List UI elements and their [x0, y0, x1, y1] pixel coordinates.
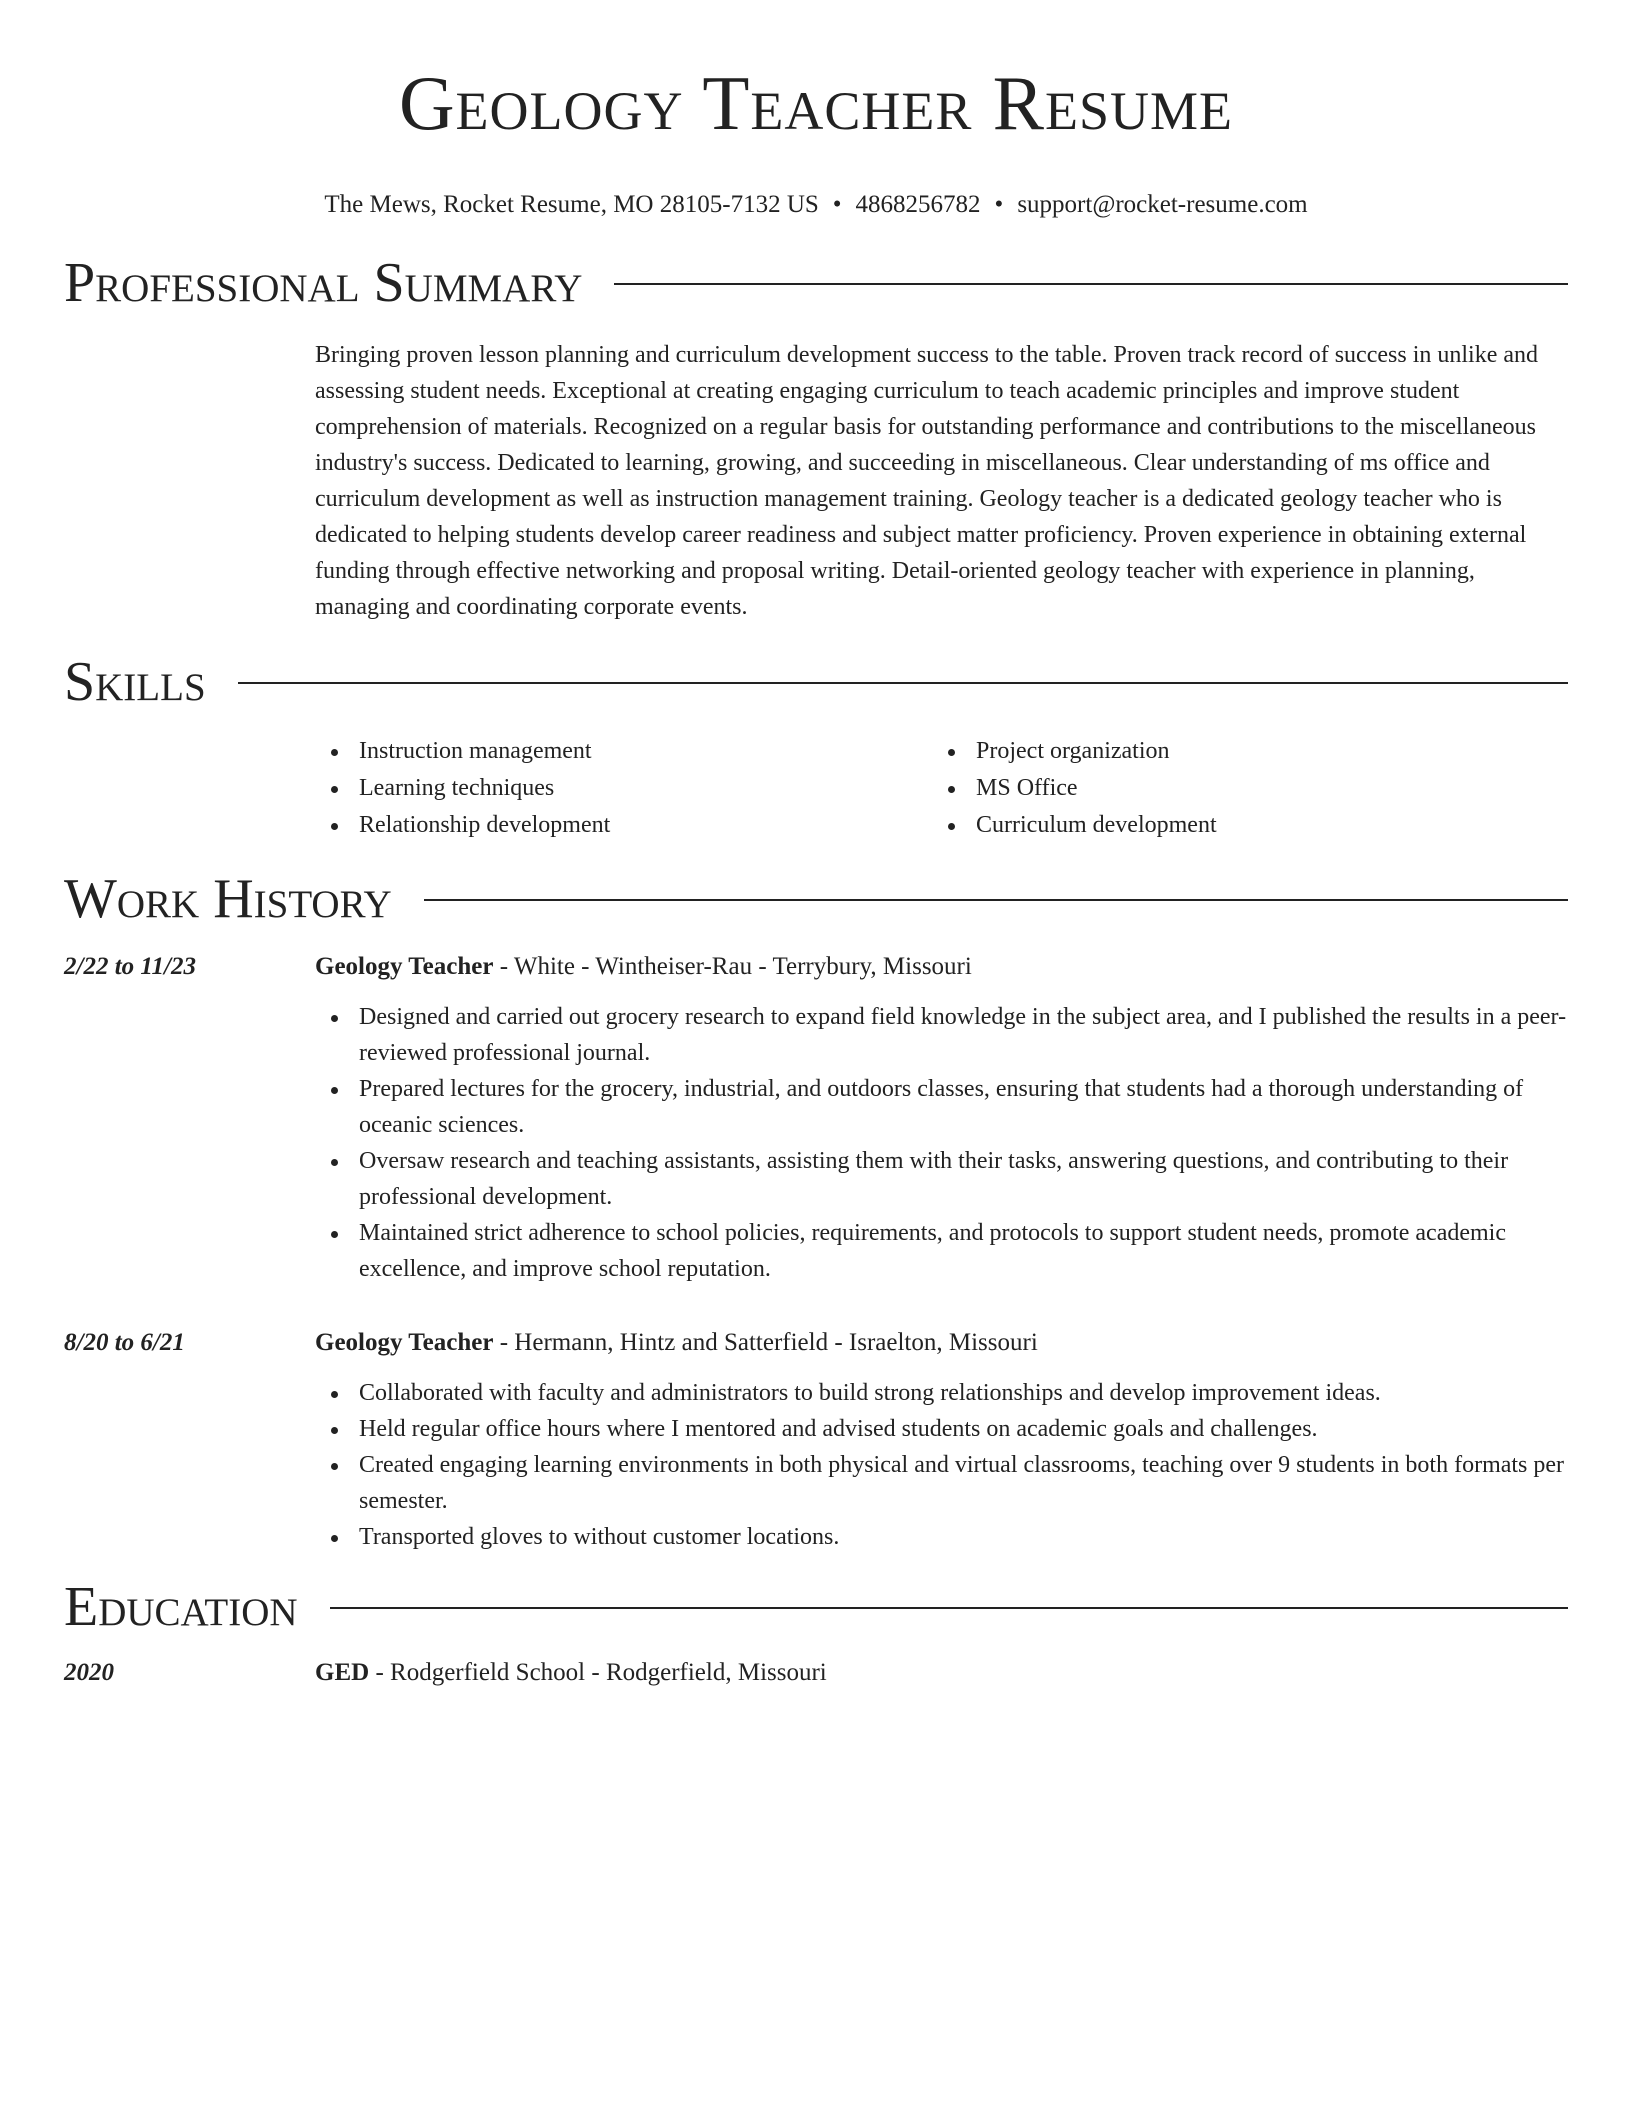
contact-line — [64, 190, 1568, 220]
contact-separator: • — [994, 191, 1004, 218]
section-divider — [238, 682, 1568, 684]
job-employer: - White - Wintheiser-Rau - Terrybury, Missouri — [493, 953, 972, 980]
work-section-header — [64, 867, 1568, 931]
job-bullets — [315, 1375, 1568, 1555]
skill-item: Learning techniques — [315, 770, 932, 807]
job-bullet: Collaborated with faculty and administrators to build strong relationships and develop improvement ideas. — [315, 1375, 1568, 1411]
summary-heading: Professional Summary — [64, 252, 583, 314]
job-entry — [64, 949, 1568, 1287]
skill-item: Curriculum development — [932, 807, 1549, 844]
job-content — [315, 949, 1568, 1287]
job-title: Geology Teacher — [315, 1329, 494, 1356]
job-employer: - Hermann, Hintz and Satterfield - Israelton, Missouri — [493, 1329, 1038, 1356]
resume-page — [64, 0, 1568, 1691]
skills-heading: Skills — [64, 651, 206, 713]
education-content — [315, 1655, 1568, 1691]
job-bullet: Created engaging learning environments in both physical and virtual classrooms, teaching over 9 students in both formats per semester. — [315, 1447, 1568, 1519]
job-bullet: Maintained strict adherence to school policies, requirements, and protocols to support student needs, promote academic excellence, and improve school reputation. — [315, 1215, 1568, 1287]
job-dates: 2/22 to 11/23 — [64, 953, 196, 980]
summary-text: Bringing proven lesson planning and curriculum development success to the table. Proven track record of success in unlike and assessing student needs. Exceptional at creating engaging curriculum to teach academic principles and improve student comprehension of materials. Recognized on a regular basis for outstanding performance and contributions to the miscellaneous industry's success. Dedicated to learning, growing, and succeeding in miscellaneous. Clear understanding of ms office and curriculum development as well as instruction management training. Geology teacher is a dedicated geology teacher who is dedicated to helping students develop career readiness and subject matter proficiency. Proven experience in obtaining external funding through effective networking and proposal writing. Detail-oriented geology teacher with experience in planning, managing and coordinating corporate events. — [315, 342, 1539, 620]
job-entry — [64, 1325, 1568, 1555]
section-divider — [424, 899, 1568, 901]
skill-item: Project organization — [932, 733, 1549, 770]
contact-address: The Mews, Rocket Resume, MO 28105-7132 US — [324, 191, 819, 218]
job-headline — [315, 949, 1568, 985]
contact-phone: 4868256782 — [855, 191, 981, 218]
education-section-header — [64, 1575, 1568, 1639]
skills-column-left — [315, 733, 932, 844]
job-bullet: Oversaw research and teaching assistants, assisting them with their tasks, answering questions, and contributing to their professional development. — [315, 1143, 1568, 1215]
education-degree: GED — [315, 1659, 370, 1686]
job-title: Geology Teacher — [315, 953, 494, 980]
job-bullet: Held regular office hours where I mentored and advised students on academic goals and challenges. — [315, 1411, 1568, 1447]
job-headline — [315, 1325, 1568, 1361]
skills-section-header — [64, 650, 1568, 714]
summary-section-header — [64, 251, 1568, 315]
education-entry — [64, 1655, 1568, 1691]
job-bullet: Prepared lectures for the grocery, industrial, and outdoors classes, ensuring that students had a thorough understanding of oceanic sciences. — [315, 1071, 1568, 1143]
education-heading: Education — [64, 1576, 298, 1638]
work-heading: Work History — [64, 868, 392, 930]
job-bullets — [315, 999, 1568, 1287]
section-divider — [614, 283, 1568, 285]
skills-list — [315, 733, 1568, 844]
skills-column-right — [932, 733, 1549, 844]
job-bullet: Transported gloves to without customer locations. — [315, 1519, 1568, 1555]
job-bullet: Designed and carried out grocery research to expand field knowledge in the subject area, and I published the results in a peer-reviewed professional journal. — [315, 999, 1568, 1071]
job-content — [315, 1325, 1568, 1555]
summary-section — [315, 337, 1568, 625]
education-headline — [315, 1655, 1568, 1691]
job-dates: 8/20 to 6/21 — [64, 1329, 185, 1356]
skill-item: Relationship development — [315, 807, 932, 844]
contact-email: support@rocket-resume.com — [1017, 191, 1308, 218]
resume-title: Geology Teacher Resume — [398, 60, 1234, 146]
education-year: 2020 — [64, 1659, 114, 1686]
contact-separator: • — [832, 191, 842, 218]
section-divider — [330, 1607, 1568, 1609]
skill-item: Instruction management — [315, 733, 932, 770]
skill-item: MS Office — [932, 770, 1549, 807]
education-school: - Rodgerfield School - Rodgerfield, Missouri — [369, 1659, 827, 1686]
